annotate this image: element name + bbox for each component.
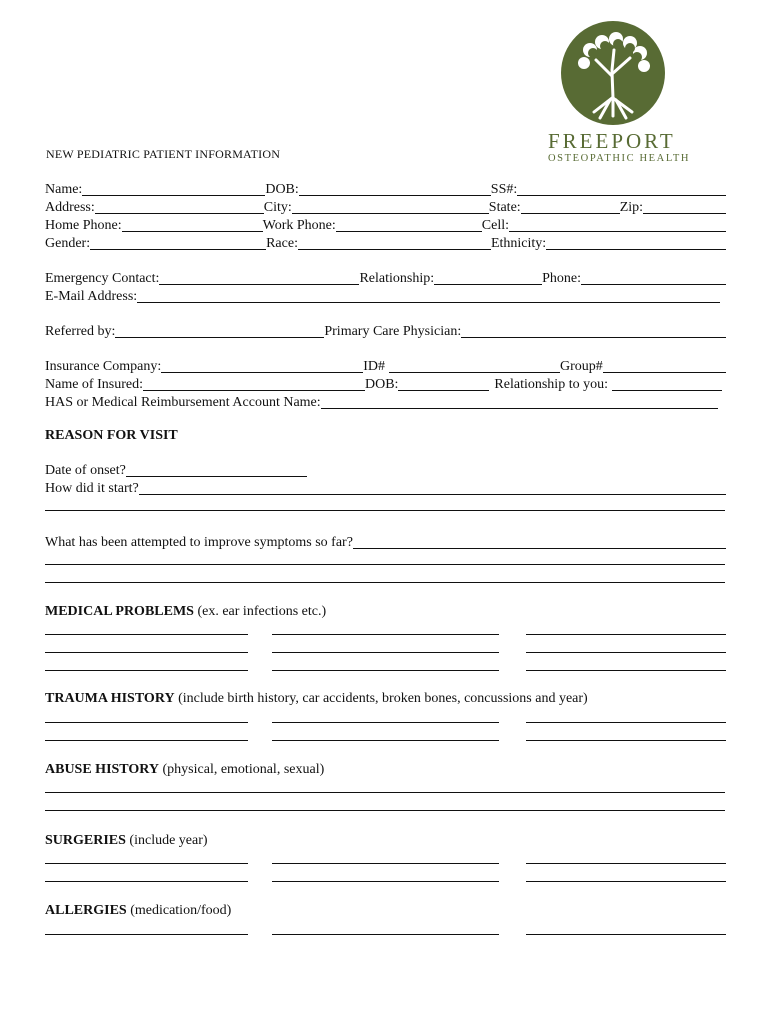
- abuse-heading: ABUSE HISTORY (physical, emotional, sexual): [45, 762, 325, 777]
- surgeries-line[interactable]: [526, 863, 726, 864]
- address-field[interactable]: [95, 213, 264, 214]
- row-onset: [45, 461, 307, 479]
- medical-line[interactable]: [45, 652, 248, 653]
- row-insurance: [45, 357, 726, 375]
- tree-icon: [560, 20, 666, 126]
- row-gender: [45, 234, 726, 252]
- cell-field[interactable]: [509, 231, 726, 232]
- trauma-line[interactable]: [45, 722, 248, 723]
- allergies-line[interactable]: [45, 934, 248, 935]
- group-field[interactable]: [603, 372, 726, 373]
- row-insured: [45, 375, 722, 393]
- zip-field[interactable]: [643, 213, 726, 214]
- dob2-label: DOB:: [364, 377, 399, 392]
- dob-field[interactable]: [299, 195, 491, 196]
- ethnicity-label: Ethnicity:: [490, 236, 547, 251]
- gender-label: Gender:: [45, 236, 91, 251]
- logo-name: FREEPORT: [548, 129, 676, 153]
- cell-label: Cell:: [481, 218, 509, 233]
- state-field[interactable]: [521, 213, 620, 214]
- medical-line[interactable]: [272, 670, 499, 671]
- work-phone-field[interactable]: [336, 231, 482, 232]
- ss-label: SS#:: [490, 182, 518, 197]
- medical-line[interactable]: [272, 634, 499, 635]
- emergency-contact-field[interactable]: [159, 284, 359, 285]
- medical-line[interactable]: [272, 652, 499, 653]
- email-field[interactable]: [137, 302, 720, 303]
- id-label: ID#: [363, 359, 386, 374]
- name-insured-field[interactable]: [143, 390, 365, 391]
- insurance-company-field[interactable]: [161, 372, 363, 373]
- zip-label: Zip:: [619, 200, 644, 215]
- trauma-line[interactable]: [526, 740, 726, 741]
- abuse-line[interactable]: [45, 792, 725, 793]
- allergies-line[interactable]: [526, 934, 726, 935]
- row-email: [45, 287, 720, 305]
- row-name: [45, 180, 726, 198]
- medical-heading: MEDICAL PROBLEMS (ex. ear infections etc.): [45, 604, 327, 619]
- abuse-line[interactable]: [45, 810, 725, 811]
- medical-line[interactable]: [526, 634, 726, 635]
- home-phone-field[interactable]: [122, 231, 263, 232]
- relationship-label: Relationship:: [359, 271, 435, 286]
- phone-field[interactable]: [581, 284, 726, 285]
- ethnicity-field[interactable]: [546, 249, 726, 250]
- attempted-label: What has been attempted to improve symptoms so far?: [45, 535, 353, 550]
- state-label: State:: [488, 200, 521, 215]
- address-label: Address:: [45, 200, 95, 215]
- hsa-label: HAS or Medical Reimbursement Account Name:: [45, 395, 321, 410]
- gender-field[interactable]: [90, 249, 266, 250]
- race-label: Race:: [266, 236, 298, 251]
- attempted-line-3[interactable]: [45, 582, 725, 583]
- attempted-line-2[interactable]: [45, 564, 725, 565]
- pcp-field[interactable]: [461, 337, 726, 338]
- surgeries-line[interactable]: [45, 863, 248, 864]
- form-title: NEW PEDIATRIC PATIENT INFORMATION: [46, 147, 281, 161]
- trauma-line[interactable]: [272, 740, 499, 741]
- name-field[interactable]: [82, 195, 265, 196]
- hsa-field[interactable]: [321, 408, 718, 409]
- logo-subtitle: OSTEOPATHIC HEALTH: [548, 153, 691, 164]
- start-label: How did it start?: [45, 481, 139, 496]
- surgeries-line[interactable]: [45, 881, 248, 882]
- id-field[interactable]: [389, 372, 560, 373]
- onset-field[interactable]: [126, 476, 307, 477]
- dob-label: DOB:: [265, 182, 299, 197]
- home-phone-label: Home Phone:: [45, 218, 122, 233]
- row-referred: [45, 322, 726, 340]
- referred-by-field[interactable]: [115, 337, 324, 338]
- trauma-line[interactable]: [45, 740, 248, 741]
- row-hsa: [45, 393, 718, 411]
- trauma-line[interactable]: [526, 722, 726, 723]
- email-label: E-Mail Address:: [45, 289, 138, 304]
- insurance-company-label: Insurance Company:: [45, 359, 162, 374]
- trauma-line[interactable]: [272, 722, 499, 723]
- phone-label: Phone:: [542, 271, 581, 286]
- medical-line[interactable]: [45, 670, 248, 671]
- row-start: [45, 479, 726, 497]
- medical-line[interactable]: [526, 670, 726, 671]
- work-phone-label: Work Phone:: [262, 218, 336, 233]
- city-field[interactable]: [292, 213, 489, 214]
- emergency-contact-label: Emergency Contact:: [45, 271, 160, 286]
- row-address: [45, 198, 726, 216]
- row-attempted: [45, 533, 726, 551]
- start-field[interactable]: [139, 494, 726, 495]
- attempted-field[interactable]: [353, 548, 726, 549]
- allergies-heading: ALLERGIES (medication/food): [45, 903, 232, 918]
- surgeries-heading: SURGERIES (include year): [45, 833, 208, 848]
- reason-heading: REASON FOR VISIT: [45, 428, 178, 443]
- surgeries-line[interactable]: [526, 881, 726, 882]
- relationship-you-label: Relationship to you:: [494, 377, 608, 392]
- start-line-2[interactable]: [45, 510, 725, 511]
- referred-by-label: Referred by:: [45, 324, 116, 339]
- group-label: Group#: [560, 359, 603, 374]
- relationship-field[interactable]: [434, 284, 542, 285]
- row-emergency: [45, 269, 726, 287]
- race-field[interactable]: [298, 249, 491, 250]
- allergies-line[interactable]: [272, 934, 499, 935]
- surgeries-line[interactable]: [272, 863, 499, 864]
- name-label: Name:: [45, 182, 83, 197]
- medical-line[interactable]: [526, 652, 726, 653]
- trauma-heading: TRAUMA HISTORY (include birth history, car accidents, broken bones, concussions and year): [45, 691, 588, 706]
- freeport-logo: [548, 20, 691, 165]
- dob2-field[interactable]: [398, 390, 489, 391]
- onset-label: Date of onset?: [45, 463, 126, 478]
- medical-line[interactable]: [45, 634, 248, 635]
- city-label: City:: [263, 200, 292, 215]
- pcp-label: Primary Care Physician:: [324, 324, 462, 339]
- row-phone: [45, 216, 726, 234]
- relationship-you-field[interactable]: [612, 390, 722, 391]
- ss-field[interactable]: [517, 195, 726, 196]
- surgeries-line[interactable]: [272, 881, 499, 882]
- name-insured-label: Name of Insured:: [45, 377, 143, 392]
